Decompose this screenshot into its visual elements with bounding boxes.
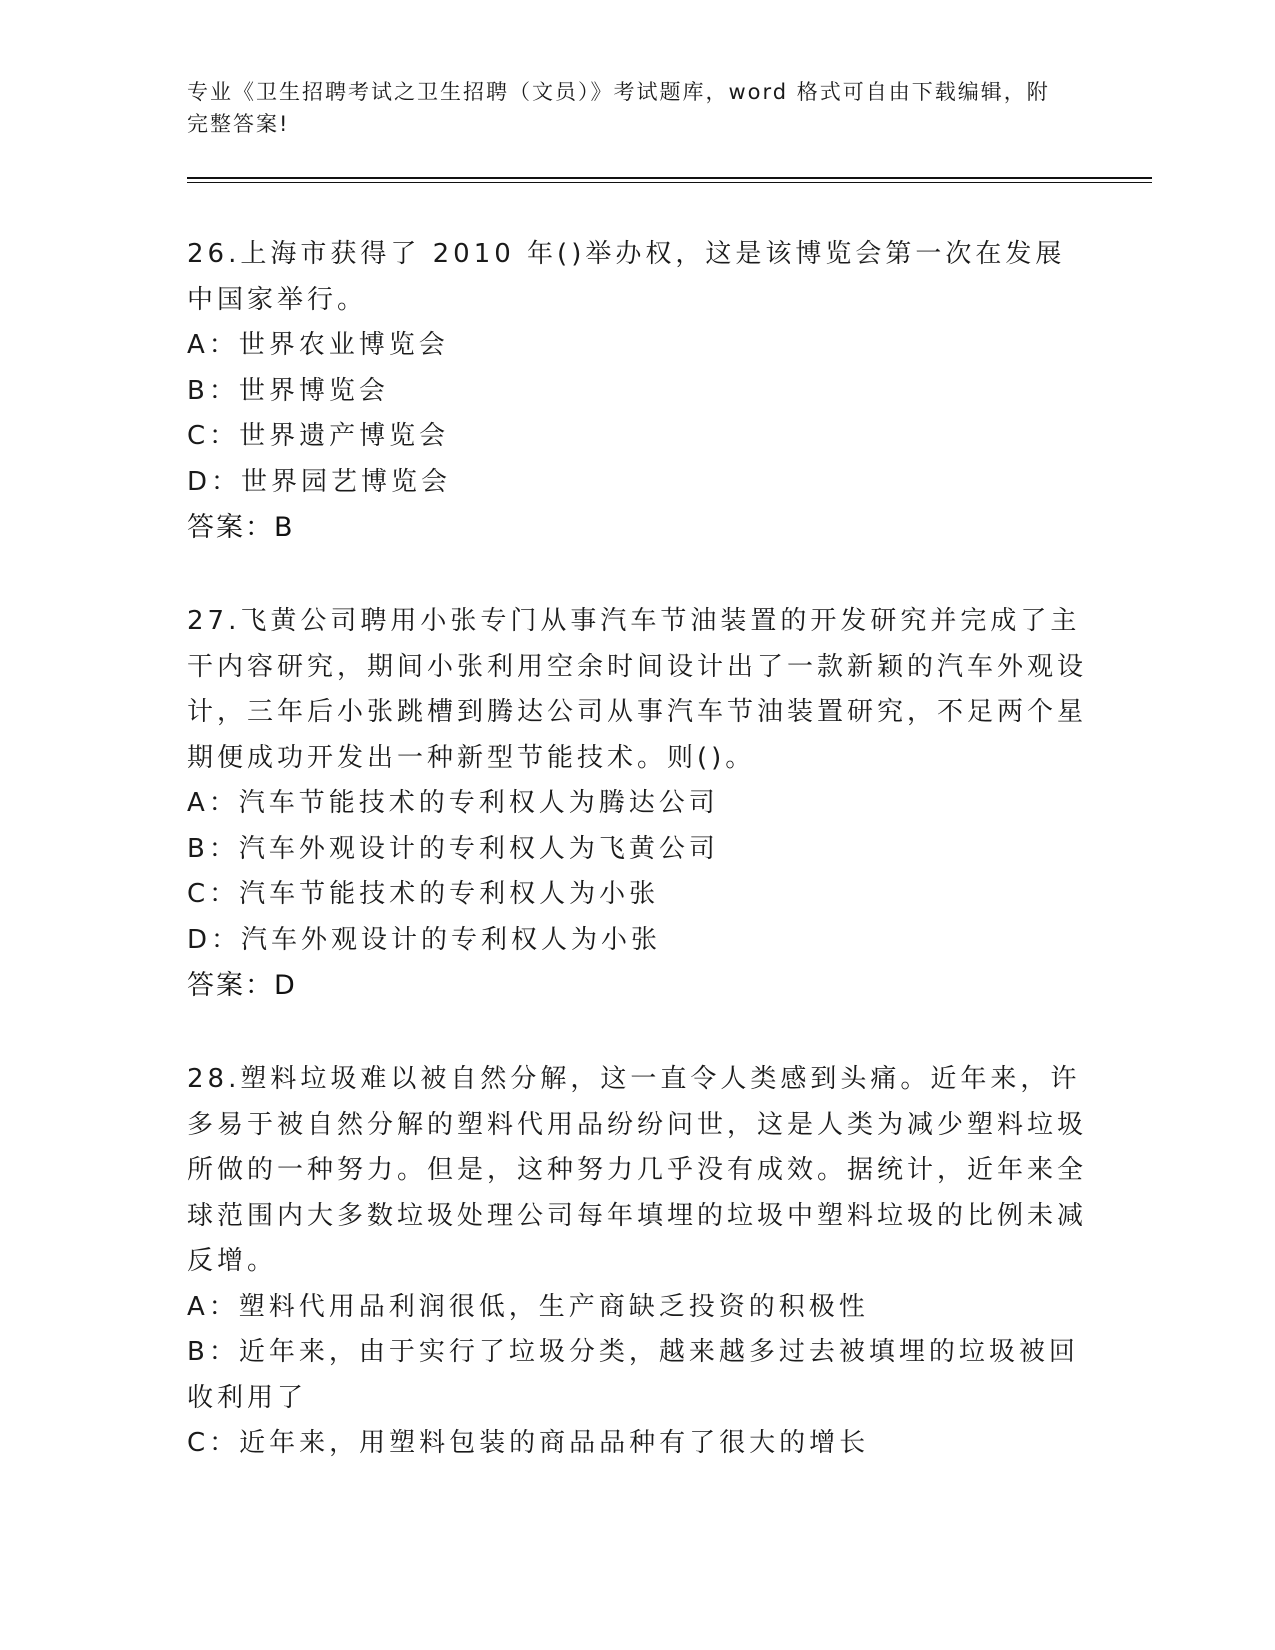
question-28 [187, 1057, 1087, 1467]
document-header: 专业《卫生招聘考试之卫生招聘（文员）》考试题库，word 格式可自由下载编辑，附完整答案! [187, 80, 1050, 136]
option-c: C：汽车节能技术的专利权人为小张 [187, 879, 660, 909]
option-a: A：汽车节能技术的专利权人为腾达公司 [187, 788, 719, 818]
answer: 答案：B [187, 512, 295, 543]
option-b: B：世界博览会 [187, 375, 389, 406]
option-a: A：塑料代用品利润很低，生产商缺乏投资的积极性 [187, 1291, 869, 1322]
option-c: C：近年来，用塑料包装的商品品种有了很大的增长 [187, 1428, 870, 1458]
question-stem: 28.塑料垃圾难以被自然分解，这一直令人类感到头痛。近年来，许多易于被自然分解的塑料代用品纷纷问世，这是人类为减少塑料垃圾所做的一种努力。但是，这种努力几乎没有成效。据统计，近年来全球范围内大多数垃圾处理公司每年填埋的垃圾中塑料垃圾的比例未减反增。 [187, 1064, 1088, 1276]
option-b: B：汽车外观设计的专利权人为飞黄公司 [187, 833, 719, 864]
question-27 [187, 599, 1087, 1009]
answer: 答案：D [187, 970, 297, 1001]
option-d: D：汽车外观设计的专利权人为小张 [187, 924, 662, 955]
question-stem: 26.上海市获得了 2010 年()举办权，这是该博览会第一次在发展中国家举行。 [187, 239, 1066, 315]
question-26 [187, 232, 1087, 551]
option-a: A：世界农业博览会 [187, 330, 449, 360]
question-list [187, 232, 1087, 1515]
option-d: D：世界园艺博览会 [187, 466, 452, 497]
option-c: C：世界遗产博览会 [187, 421, 450, 451]
option-b: B：近年来，由于实行了垃圾分类，越来越多过去被填埋的垃圾被回收利用了 [187, 1337, 1079, 1413]
question-stem: 27.飞黄公司聘用小张专门从事汽车节油装置的开发研究并完成了主干内容研究，期间小张利用空余时间设计出了一款新颖的汽车外观设计，三年后小张跳槽到腾达公司从事汽车节油装置研究，不足两个星期便成功开发出一种新型节能技术。则()。 [187, 606, 1088, 773]
header-divider [187, 177, 1152, 183]
